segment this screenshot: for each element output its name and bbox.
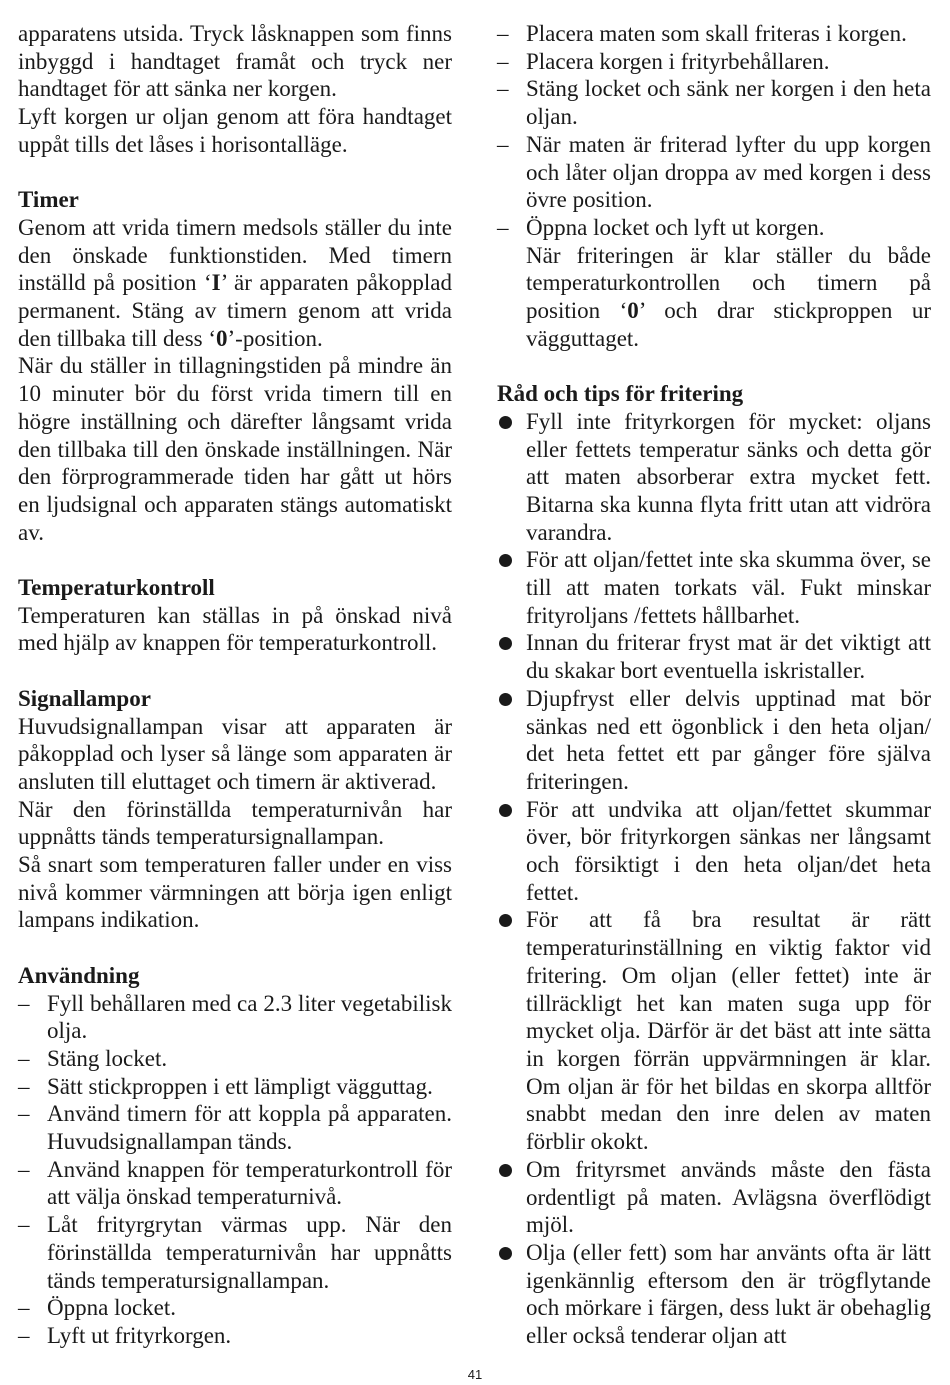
tip-item: Olja (eller fett) som har använts ofta är lätt igenkännlig eftersom den är trögflytande och mörkare i färgen, dess lukt är obehaglig eller också tenderar oljan att xyxy=(497,1239,931,1350)
usage-step: – Lyft ut frityrkorgen. xyxy=(18,1322,232,1348)
usage-step: – Placera maten som skall friteras i korgen. xyxy=(497,21,907,46)
usage-continued-list xyxy=(497,20,931,242)
dash-marker: – xyxy=(18,1156,30,1182)
usage-step: – När maten är friterad lyfter du upp korgen och låter oljan droppa av med korgen i dess övre position. xyxy=(497,131,931,213)
usage-step: – Stäng locket och sänk ner korgen i den heta oljan. xyxy=(497,76,931,130)
page-number: 41 xyxy=(467,1367,483,1382)
usage-step: – Sätt stickproppen i ett lämpligt vägguttag. xyxy=(18,1073,433,1099)
usage-step: – Placera korgen i frityrbehållaren. xyxy=(497,48,830,74)
dash-marker: – xyxy=(497,21,509,46)
dash-marker: – xyxy=(18,1073,30,1099)
timer-paragraph-1: Genom att vrida timern medsols ställer du inte den önskade funktionstiden. Med timern inställd på position ‘I’ är apparaten påkopplad permanent. Stäng av timern genom att vrida den tillbaka till dess ‘0’-position. xyxy=(18,214,452,351)
right-column xyxy=(497,20,931,1350)
dash-marker: – xyxy=(18,1045,30,1071)
signal-lamps-paragraph-2: När den förinställda temperaturnivån har uppnåtts tänds temperatursignallampan. xyxy=(18,796,452,850)
dash-marker: – xyxy=(18,990,30,1016)
bullet-icon xyxy=(499,1164,512,1177)
dash-marker: – xyxy=(18,1295,30,1321)
tip-item: Fyll inte frityrkorgen för mycket: oljans eller fettets temperatur sänks och detta gör att maten absorberar extra mycket fett. Bitarna ska kunna flyta fritt utan att vidröra varandra. xyxy=(497,408,931,547)
dash-marker: – xyxy=(497,48,509,74)
bullet-icon xyxy=(499,637,512,650)
bullet-icon xyxy=(499,1247,512,1260)
usage-step: – Stäng locket. xyxy=(18,1045,168,1071)
dash-marker: – xyxy=(497,214,509,240)
signal-lamps-paragraph-1: Huvudsignallampan visar att apparaten är påkopplad och lyser så länge som apparaten är ansluten till eluttaget och timern är aktiverad. xyxy=(18,713,452,794)
bullet-icon xyxy=(499,554,512,567)
bullet-icon xyxy=(499,416,512,429)
temperature-control-paragraph: Temperaturen kan ställas in på önskad nivå med hjälp av knappen för temperaturkontroll. xyxy=(18,602,452,656)
intro-paragraph-1: apparatens utsida. Tryck låsknappen som finns inbyggd i handtaget framåt och tryck ner handtaget för att sänka ner korgen. xyxy=(18,21,452,102)
dash-marker: – xyxy=(18,1212,30,1238)
tip-item: Innan du friterar fryst mat är det viktigt att du skakar bort eventuella iskristaller. xyxy=(497,629,931,684)
tip-item: För att få bra resultat är rätt temperaturinställning en viktig faktor vid fritering. Om oljan (eller fettet) inte är tillräckligt het kan maten suga upp för mycket olja. Därför är det bäst att inte sätta in korgen förrän uppvärmningen är klar. Om oljan är för het bildas en skorpa alltför snabbt medan den inre delen av maten förblir okokt. xyxy=(497,906,931,1155)
usage-step: – Använd knappen för temperaturkontroll för att välja önskad temperaturnivå. xyxy=(18,1156,452,1210)
timer-heading: Timer xyxy=(18,187,79,213)
bullet-icon xyxy=(499,804,512,817)
timer-paragraph-2: När du ställer in tillagningstiden på mindre än 10 minuter bör du först vrida timern till en högre inställning och därefter långsamt vrida den tillbaka till den önskade inställningen. När den förprogrammerade tiden har gått ut hörs en ljudsignal och apparaten stängs automatiskt av. xyxy=(18,353,452,545)
left-column xyxy=(18,20,452,1350)
signal-lamps-paragraph-3: Så snart som temperaturen faller under en viss nivå kommer värmningen att börja igen enligt lampans indikation. xyxy=(18,852,452,933)
bullet-icon xyxy=(499,914,512,927)
signal-lamps-heading: Signallampor xyxy=(18,685,151,711)
tips-heading: Råd och tips för fritering xyxy=(497,381,744,407)
finish-paragraph: När friteringen är klar ställer du både temperaturkontrollen och timern på position ‘0’ och drar stickproppen ur vägguttaget. xyxy=(526,242,932,351)
tips-list xyxy=(497,408,931,1350)
tip-item: För att undvika att oljan/fettet skummar över, bör frityrkorgen sänkas ner långsamt och försiktigt i den heta oljan/det heta fettet. xyxy=(497,796,931,907)
tip-item: Djupfryst eller delvis upptinad mat bör sänkas ned ett ögonblick i den heta oljan/ det heta fettet ett par gånger före själva friteringen. xyxy=(497,685,931,796)
usage-heading: Användning xyxy=(18,962,140,988)
bullet-icon xyxy=(499,693,512,706)
usage-step: – Öppna locket och lyft ut korgen. xyxy=(497,214,825,240)
tip-item: För att oljan/fettet inte ska skumma över, se till att maten torkats väl. Fukt minskar frityroljans /fettets hållbarhet. xyxy=(497,546,931,629)
intro-paragraph-2: Lyft korgen ur oljan genom att föra handtaget uppåt tills det låses i horisontalläge. xyxy=(18,104,452,157)
dash-marker: – xyxy=(18,1322,30,1348)
usage-step: – Fyll behållaren med ca 2.3 liter vegetabilisk olja. xyxy=(18,990,452,1044)
usage-step: – Använd timern för att koppla på apparaten. Huvudsignallampan tänds. xyxy=(18,1101,452,1155)
temperature-control-heading: Temperaturkontroll xyxy=(18,575,215,601)
usage-steps-list xyxy=(18,990,452,1350)
dash-marker: – xyxy=(497,131,509,157)
dash-marker: – xyxy=(497,76,509,102)
usage-step: – Öppna locket. xyxy=(18,1295,177,1321)
tip-item: Om frityrsmet används måste den fästa ordentligt på maten. Avlägsna överflödigt mjöl. xyxy=(497,1156,931,1239)
usage-step: – Låt frityrgrytan värmas upp. När den förinställda temperaturnivån har uppnåtts tänds temperatursignallampan. xyxy=(18,1212,452,1293)
dash-marker: – xyxy=(18,1101,30,1127)
